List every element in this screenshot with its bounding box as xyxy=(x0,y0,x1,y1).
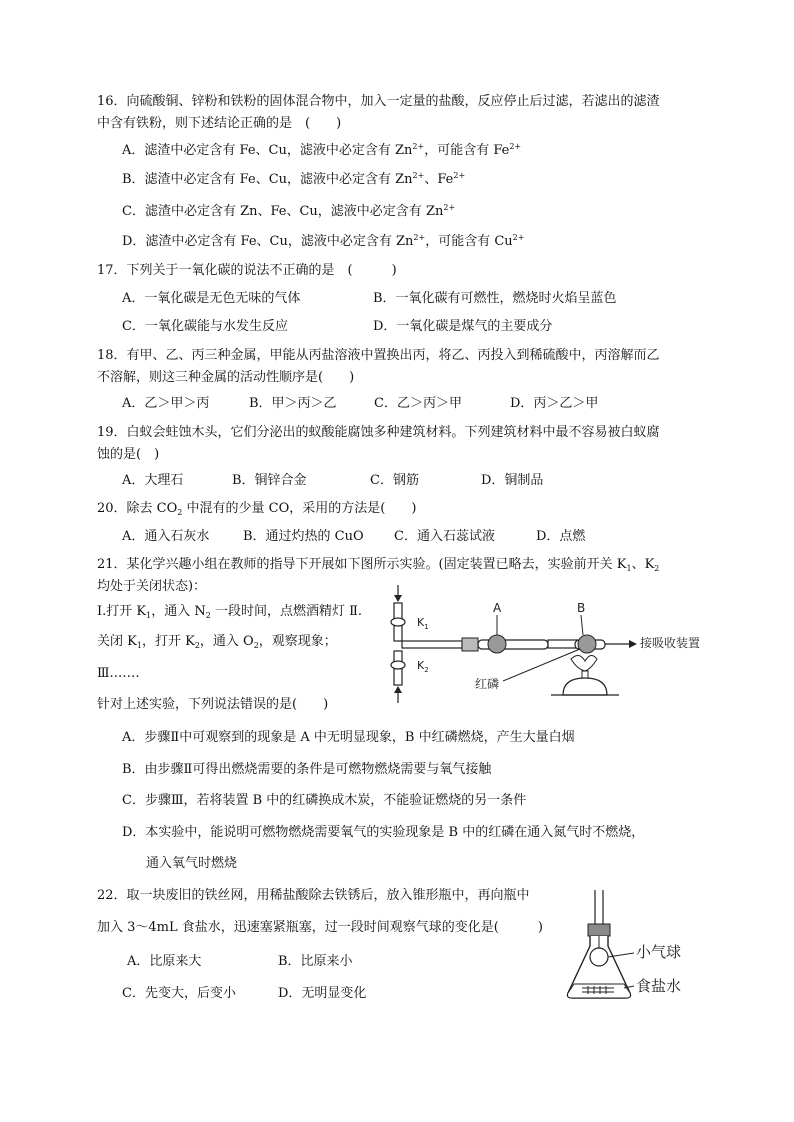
q20-option-c[interactable]: C．通入石蕊试液 xyxy=(394,529,495,544)
q16-b-sup1: 2+ xyxy=(412,171,425,180)
q18-option-b[interactable]: B．甲＞丙＞乙 xyxy=(249,396,337,411)
q21-option-d-line1[interactable]: D．本实验中，能说明可燃物燃烧需要氧气的实验现象是 B 中的红磷在通入氮气时不燃烧， xyxy=(122,825,645,840)
q21-l3s2: 2 xyxy=(205,611,211,620)
q21-l3s1: 1 xyxy=(146,611,152,620)
q22-option-c[interactable]: C．先变大，后变小 xyxy=(122,986,236,1001)
q21-question: 针对上述实验，下列说法错误的是( ) xyxy=(97,697,329,712)
q16-a-mid: ，可能含有 Fe xyxy=(424,143,510,158)
q17-option-d[interactable]: D．一氧化碳是煤气的主要成分 xyxy=(373,319,553,334)
q21-step3: Ⅲ.…… xyxy=(97,666,140,681)
q16-option-c[interactable] xyxy=(122,204,455,220)
q19-option-b[interactable]: B．铜锌合金 xyxy=(232,473,307,488)
q16-d-sup2: 2+ xyxy=(512,233,525,242)
q18-option-c[interactable]: C．乙＞丙＞甲 xyxy=(374,396,462,411)
q21-option-d-line2: 通入氧气时燃烧 xyxy=(146,856,238,871)
q20-option-a[interactable]: A．通入石灰水 xyxy=(122,529,210,544)
q17-option-c[interactable]: C．一氧化碳能与水发生反应 xyxy=(122,319,288,334)
q16-c-sup1: 2+ xyxy=(443,203,456,212)
q19-option-a[interactable]: A．大理石 xyxy=(122,473,184,488)
q22-option-d[interactable]: D．无明显变化 xyxy=(278,986,367,1001)
q20-stem-sub: 2 xyxy=(177,508,183,517)
q21-stem-line1 xyxy=(97,557,659,573)
q19-stem-line1: 19．白蚁会蛀蚀木头，它们分泌出的蚁酸能腐蚀多种建筑材料。下列建筑材料中最不容易被白蚁腐 xyxy=(97,425,660,440)
rubber-stopper-icon xyxy=(588,924,610,936)
q16-option-a[interactable] xyxy=(122,143,521,159)
k1-valve-icon[interactable] xyxy=(391,618,405,626)
q21-l1s2: 2 xyxy=(654,564,660,573)
red-phosphorus-a xyxy=(488,635,506,653)
flask-balloon-figure xyxy=(560,888,710,1003)
red-p-pointer xyxy=(503,649,580,681)
q21-l3b: ，通入 N xyxy=(151,604,206,619)
q22-stem-line2: 加入 3～4mL 食盐水，迅速塞紧瓶塞，过一段时间观察气球的变化是( ) xyxy=(97,920,543,935)
label-a: A xyxy=(493,601,502,615)
q21-l3c: 一段时间，点燃酒精灯 Ⅱ. xyxy=(210,604,363,619)
red-phosphorus-b xyxy=(578,635,596,653)
q21-l3a: I.打开 K xyxy=(97,604,147,619)
absorb-label: 接吸收装置 xyxy=(640,636,701,650)
k1-label: $K_1$ xyxy=(417,616,429,631)
q16-c-text: C．滤渣中必定含有 Zn、Fe、Cu，滤液中必定含有 Zn xyxy=(122,204,444,219)
q21-l4s2: 2 xyxy=(194,641,200,650)
combustion-apparatus-figure xyxy=(375,585,715,705)
q17-option-a[interactable]: A．一氧化碳是无色无味的气体 xyxy=(122,291,301,306)
q20-option-d[interactable]: D．点燃 xyxy=(536,529,586,544)
q21-step2 xyxy=(97,634,337,650)
balloon-label: 小气球 xyxy=(636,943,682,961)
q22-stem-line1: 22．取一块废旧的铁丝网，用稀盐酸除去铁锈后，放入锥形瓶中，再向瓶中 xyxy=(97,888,530,903)
label-b: B xyxy=(577,601,586,615)
q21-option-c[interactable]: C．步骤Ⅲ，若将装置 B 中的红磷换成木炭，不能验证燃烧的另一条件 xyxy=(122,793,527,808)
q16-d-text: D．滤渣中必定含有 Fe、Cu，滤液中必定含有 Zn xyxy=(122,234,414,249)
red-phosphorus-label: 红磷 xyxy=(475,677,500,691)
q21-l4d: ，观察现象； xyxy=(258,634,337,649)
q16-stem-line2: 中含有铁粉，则下述结论正确的是 ( ) xyxy=(97,116,342,131)
q19-option-d[interactable]: D．铜制品 xyxy=(481,473,544,488)
q16-d-mid: ，可能含有 Cu xyxy=(425,234,513,249)
q21-step1 xyxy=(97,604,362,620)
q22-option-a[interactable]: A．比原来大 xyxy=(127,954,202,969)
q21-option-a[interactable]: A．步骤Ⅱ中可观察到的现象是 A 中无明显现象，B 中红磷燃烧，产生大量白烟 xyxy=(122,730,575,745)
bottom-arrow-icon xyxy=(394,686,402,693)
q16-b-mid: 、Fe xyxy=(424,172,454,187)
flame-icon xyxy=(571,655,597,671)
balloon-icon xyxy=(590,948,608,966)
q16-a-sup1: 2+ xyxy=(412,142,425,151)
q16-a-sup2: 2+ xyxy=(509,142,522,151)
rubber-connector-1 xyxy=(462,638,478,651)
q21-l1a: 21．某化学兴趣小组在教师的指导下开展如下图所示实验。(固定装置已略去，实验前开关 K xyxy=(97,557,627,572)
q18-option-d[interactable]: D．丙＞乙＞甲 xyxy=(510,396,599,411)
q18-stem-line1: 18．有甲、乙、丙三种金属，甲能从丙盐溶液中置换出丙，将乙、丙投入到稀硫酸中，丙溶解而乙 xyxy=(97,348,660,363)
q16-option-d[interactable] xyxy=(122,234,524,250)
alcohol-lamp-icon xyxy=(563,678,607,695)
q18-stem-line2: 不溶解，则这三种金属的活动性顺序是( ) xyxy=(97,370,355,385)
q19-option-c[interactable]: C．钢筋 xyxy=(370,473,419,488)
q20-stem-a: 20．除去 CO xyxy=(97,501,178,516)
q21-l1b: 、K xyxy=(631,557,655,572)
salt-water-label: 食盐水 xyxy=(636,977,682,995)
q16-stem-line1: 16．向硫酸铜、锌粉和铁粉的固体混合物中，加入一定量的盐酸，反应停止后过滤，若滤出的滤渣 xyxy=(97,94,660,109)
q21-l4c: ，通入 O xyxy=(199,634,254,649)
salt-water-icon xyxy=(568,984,631,998)
q21-option-b[interactable]: B．由步骤Ⅱ可得出燃烧需要的条件是可燃物燃烧需要与氧气接触 xyxy=(122,762,492,777)
top-arrow-icon xyxy=(394,595,402,602)
q21-l1s1: 1 xyxy=(626,564,632,573)
q20-stem xyxy=(97,501,416,517)
q20-stem-b: 中混有的少量 CO，采用的方法是( ) xyxy=(182,501,417,516)
q21-l4a: 关闭 K xyxy=(97,634,137,649)
q21-stem-line2: 均处于关闭状态)： xyxy=(97,579,207,594)
k2-valve-icon[interactable] xyxy=(391,661,405,669)
q17-stem: 17．下列关于一氧化碳的说法不正确的是 ( ) xyxy=(97,263,397,278)
outlet-arrow-icon xyxy=(629,640,637,648)
q21-l4s3: 2 xyxy=(253,641,259,650)
q21-l4s1: 1 xyxy=(136,641,142,650)
q17-option-b[interactable]: B．一氧化碳有可燃性，燃烧时火焰呈蓝色 xyxy=(373,291,617,306)
q16-a-text: A．滤渣中必定含有 Fe、Cu，滤液中必定含有 Zn xyxy=(122,143,413,158)
lamp-wick xyxy=(582,671,588,678)
q16-b-text: B．滤渣中必定含有 Fe、Cu，滤液中必定含有 Zn xyxy=(122,172,413,187)
main-tube xyxy=(402,641,462,648)
q18-option-a[interactable]: A．乙＞甲＞丙 xyxy=(122,396,210,411)
q21-l4b: ，打开 K xyxy=(141,634,195,649)
q22-option-b[interactable]: B．比原来小 xyxy=(278,954,353,969)
q16-b-sup2: 2+ xyxy=(453,171,466,180)
k2-label: $K_2$ xyxy=(417,659,429,674)
q16-d-sup1: 2+ xyxy=(413,233,426,242)
q20-option-b[interactable]: B．通过灼热的 CuO xyxy=(243,529,364,544)
q16-option-b[interactable] xyxy=(122,172,465,188)
label-b-pointer xyxy=(581,615,583,635)
q19-stem-line2: 蚀的是( ) xyxy=(97,447,160,462)
